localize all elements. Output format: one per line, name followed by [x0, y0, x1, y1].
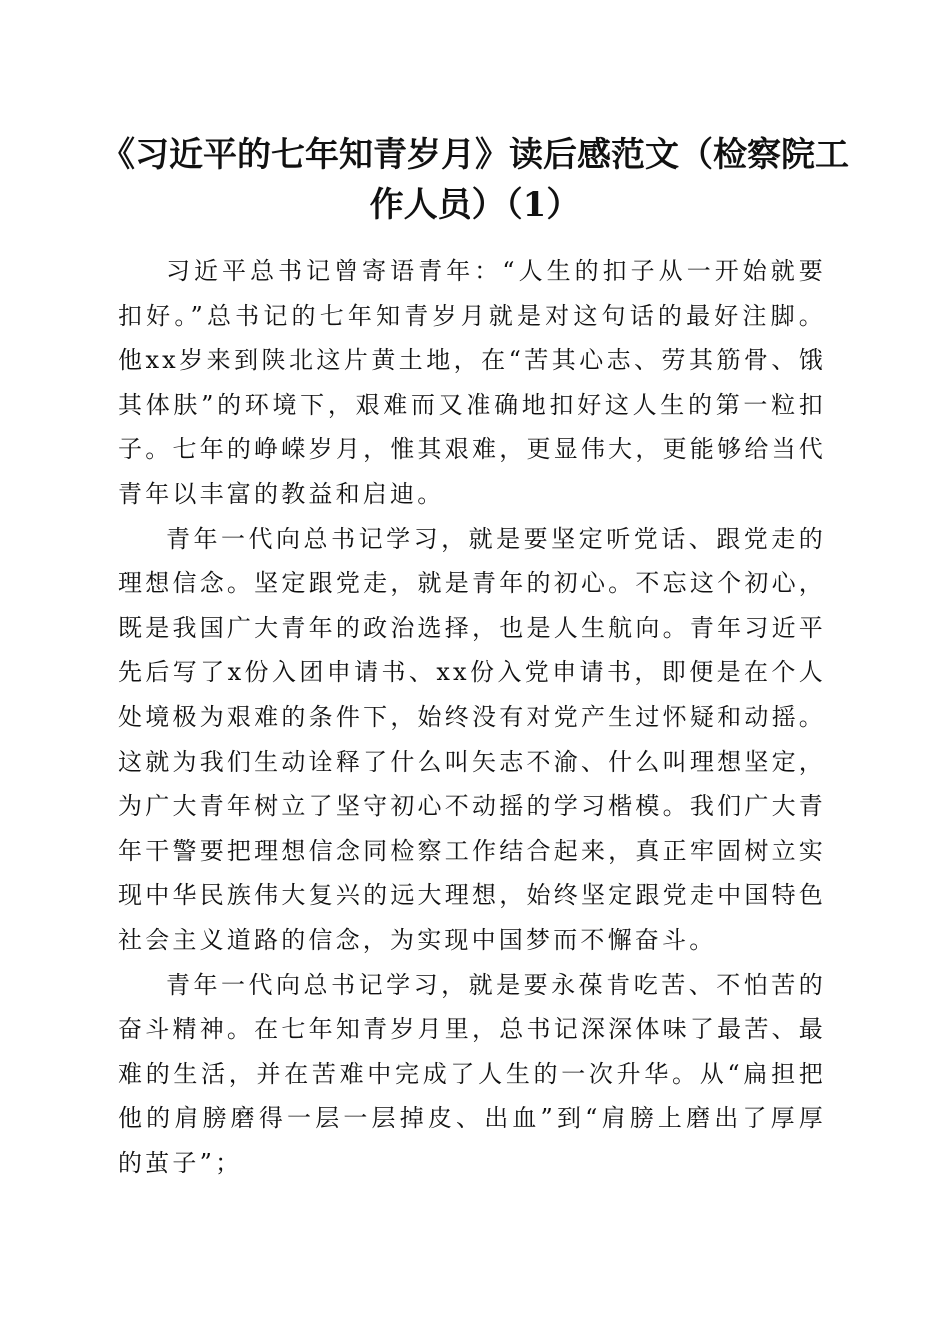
- document-body: [118, 249, 826, 1185]
- paragraph: 青年一代向总书记学习，就是要坚定听党话、跟党走的理想信念。坚定跟党走，就是青年的初心。不忘这个初心，既是我国广大青年的政治选择，也是人生航向。青年习近平先后写了x份入团申请书、xx份入党申请书，即便是在个人处境极为艰难的条件下，始终没有对党产生过怀疑和动摇。这就为我们生动诠释了什么叫矢志不渝、什么叫理想坚定，为广大青年树立了坚守初心不动摇的学习楷模。我们广大青年干警要把理想信念同检察工作结合起来，真正牢固树立实现中华民族伟大复兴的远大理想，始终坚定跟党走中国特色社会主义道路的信念，为实现中国梦而不懈奋斗。: [118, 524, 826, 954]
- paragraph: 习近平总书记曾寄语青年：“人生的扣子从一开始就要扣好。”总书记的七年知青岁月就是对这句话的最好注脚。他xx岁来到陕北这片黄土地，在“苦其心志、劳其筋骨、饿其体肤”的环境下，艰难而又准确地扣好这人生的第一粒扣子。七年的峥嵘岁月，惟其艰难，更显伟大，更能够给当代青年以丰富的教益和启迪。: [118, 257, 826, 508]
- paragraph: 青年一代向总书记学习，就是要永葆肯吃苦、不怕苦的奋斗精神。在七年知青岁月里，总书记深深体味了最苦、最难的生活，并在苦难中完成了人生的一次升华。从“扁担把他的肩膀磨得一层一层掉皮、出血”到“肩膀上磨出了厚厚的茧子”；: [118, 970, 826, 1177]
- document-title: 《习近平的七年知青岁月》读后感范文（检察院工作人员）（1）: [101, 135, 849, 225]
